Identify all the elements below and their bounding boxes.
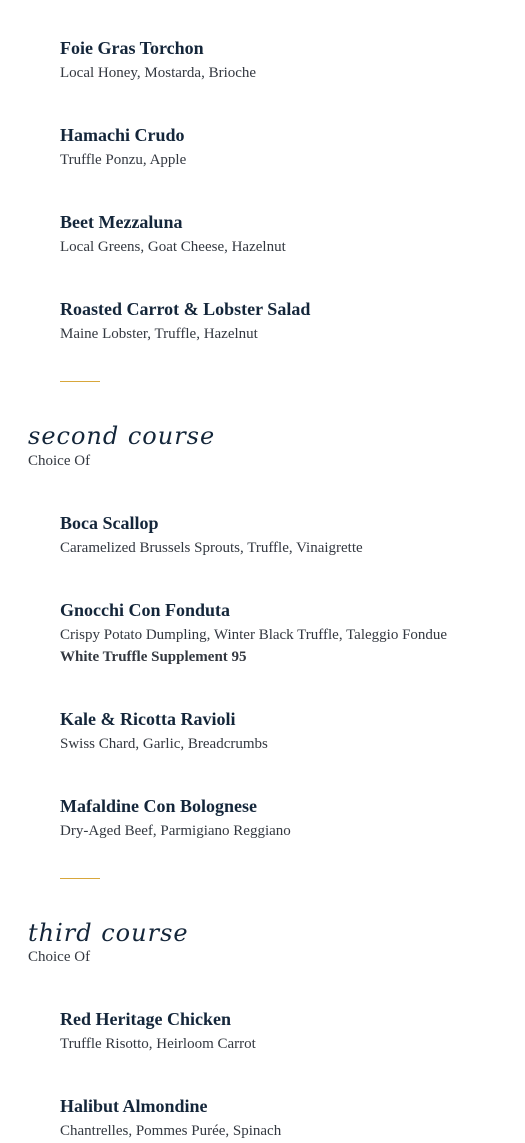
menu-item-lobster-salad [60, 298, 520, 344]
menu-item-description: Dry-Aged Beef, Parmigiano Reggiano [60, 823, 291, 839]
menu-item-description: Swiss Chard, Garlic, Breadcrumbs [60, 736, 268, 752]
menu-item-description: Local Greens, Goat Cheese, Hazelnut [60, 239, 286, 255]
course-subtitle-third: Choice Of [28, 949, 91, 965]
menu-item-hamachi [60, 124, 520, 170]
menu-item-description: Local Honey, Mostarda, Brioche [60, 65, 257, 81]
menu-item-name: Halibut Almondine [60, 1096, 208, 1116]
menu-item-description: Crispy Potato Dumpling, Winter Black Truffle, Taleggio Fondue [60, 627, 448, 643]
menu-item-description: Caramelized Brussels Sprouts, Truffle, Vinaigrette [60, 540, 363, 556]
menu-item-name: Boca Scallop [60, 513, 159, 533]
section-divider [60, 381, 100, 382]
menu-item-name: Mafaldine Con Bolognese [60, 796, 258, 816]
menu-item-gnocchi [60, 599, 520, 667]
menu-item-kale-ravioli [60, 708, 520, 754]
menu-item-name: Foie Gras Torchon [60, 38, 204, 58]
menu-item-name: Red Heritage Chicken [60, 1009, 231, 1029]
menu-item-heritage-chicken [60, 1008, 520, 1054]
course-title-second: second course [28, 422, 216, 450]
menu-item-description: Truffle Ponzu, Apple [60, 152, 187, 168]
menu-item-halibut [60, 1095, 520, 1141]
menu-item-name: Beet Mezzaluna [60, 212, 183, 232]
menu-item-description: Chantrelles, Pommes Purée, Spinach [60, 1123, 282, 1139]
course-title-third: third course [28, 919, 189, 947]
menu-item-boca-scallop [60, 512, 520, 558]
menu-item-beet-mezzaluna [60, 211, 520, 257]
course-subtitle-second: Choice Of [28, 453, 91, 469]
menu-item-name: Gnocchi Con Fonduta [60, 600, 231, 620]
menu-item-name: Roasted Carrot & Lobster Salad [60, 299, 311, 319]
menu-item-description: Truffle Risotto, Heirloom Carrot [60, 1036, 256, 1052]
menu-item-description: Maine Lobster, Truffle, Hazelnut [60, 326, 258, 342]
menu-item-name: Kale & Ricotta Ravioli [60, 709, 236, 729]
menu-item-mafaldine [60, 795, 520, 841]
menu-item-foie-gras [60, 37, 520, 83]
section-divider [60, 878, 100, 879]
menu-item-name: Hamachi Crudo [60, 125, 185, 145]
menu-item-supplement: White Truffle Supplement 95 [60, 649, 247, 665]
